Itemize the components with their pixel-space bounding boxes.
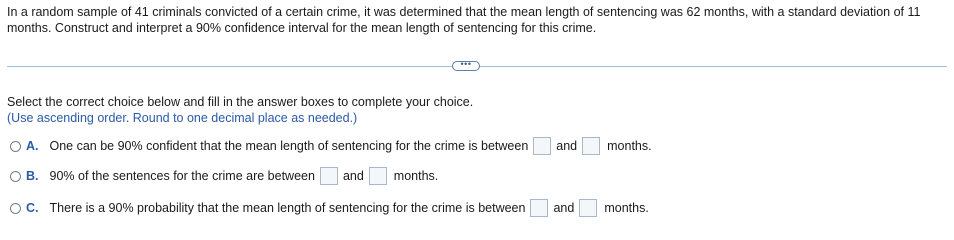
choice-c-upper-input[interactable] bbox=[579, 199, 597, 217]
choice-b-unit: months. bbox=[393, 169, 439, 183]
choice-a-letter: A. bbox=[26, 139, 39, 153]
choice-a-radio[interactable] bbox=[10, 141, 21, 152]
instruction-text: Select the correct choice below and fill in the answer boxes to complete your choice. bbox=[7, 95, 474, 109]
choice-c[interactable] bbox=[10, 198, 649, 218]
choice-a-upper-input[interactable] bbox=[582, 137, 600, 155]
choice-b-radio[interactable] bbox=[10, 171, 21, 182]
ellipsis-icon: ••• bbox=[460, 59, 472, 69]
choice-a[interactable] bbox=[10, 136, 652, 156]
rounding-hint: (Use ascending order. Round to one decimal place as needed.) bbox=[7, 111, 358, 125]
choice-b[interactable] bbox=[10, 166, 438, 186]
choice-c-letter: C. bbox=[26, 201, 39, 215]
choice-c-lower-input[interactable] bbox=[530, 199, 548, 217]
choice-a-lower-input[interactable] bbox=[533, 137, 551, 155]
choice-c-unit: months. bbox=[604, 201, 649, 215]
choice-c-text: There is a 90% probability that the mean length of sentencing for the crime is between bbox=[49, 201, 526, 215]
choice-a-and-label: and bbox=[556, 139, 578, 153]
choice-b-lower-input[interactable] bbox=[320, 167, 338, 185]
choice-b-and-label: and bbox=[342, 169, 364, 183]
choice-c-and-label: and bbox=[553, 201, 575, 215]
choice-a-text: One can be 90% confident that the mean length of sentencing for the crime is between bbox=[49, 139, 529, 153]
more-options-button[interactable] bbox=[452, 61, 480, 71]
choice-b-text: 90% of the sentences for the crime are between bbox=[49, 169, 315, 183]
choice-b-letter: B. bbox=[26, 169, 39, 183]
question-text: In a random sample of 41 criminals convicted of a certain crime, it was determined that the mean length of sentencing was 62 months, with a standard deviation of 11 months. Construct and interpret a 90% confidence interval for the mean length of sentencing for this crime. bbox=[7, 5, 921, 35]
choice-c-radio[interactable] bbox=[10, 203, 21, 214]
choice-b-upper-input[interactable] bbox=[369, 167, 387, 185]
choice-a-unit: months. bbox=[607, 139, 652, 153]
